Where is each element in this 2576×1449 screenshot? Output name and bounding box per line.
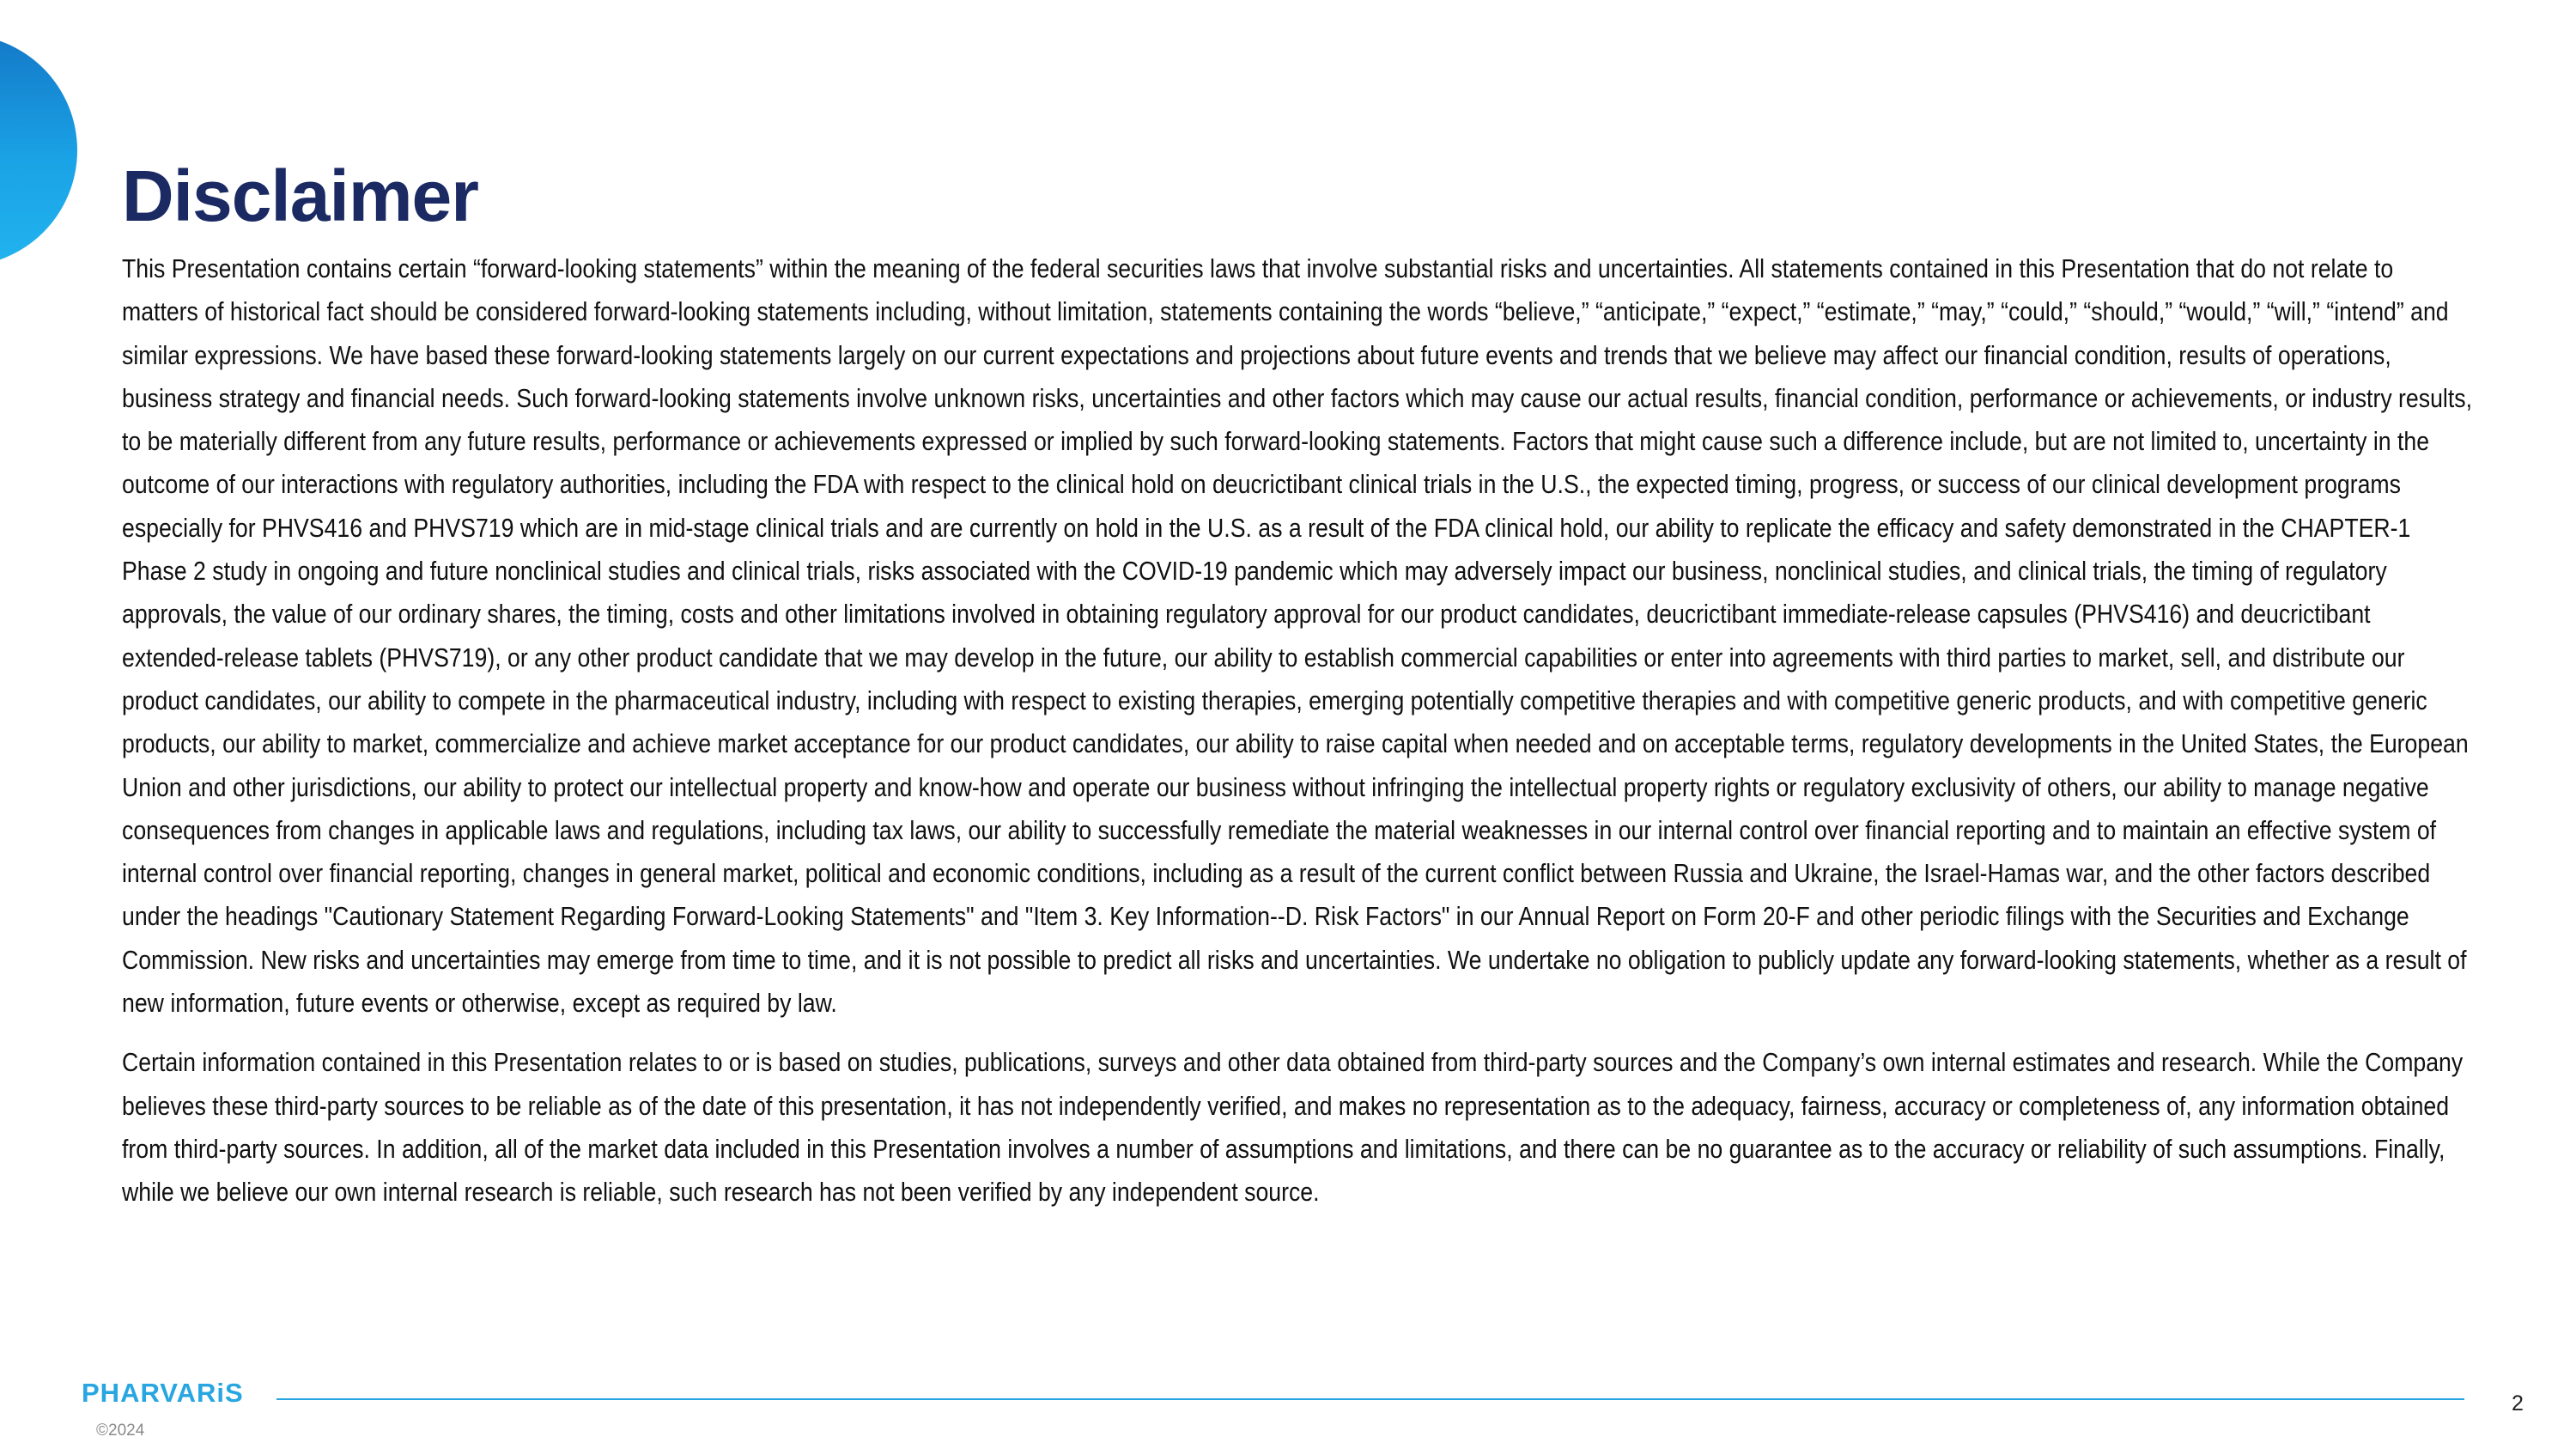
- disclaimer-paragraph-third-party-data: Certain information contained in this Presentation relates to or is based on studies, publications, surveys and other data obtained from third-party sources and the Company’s own internal estimates and research. While the Company believes these third-party sources to be reliable as of the date of this presentation, it has not independently verified, and makes no representation as to the adequacy, fairness, accuracy or completeness of, any information obtained from third-party sources. In addition, all of the market data included in this Presentation involves a number of assumptions and limitations, and there can be no guarantee as to the accuracy or reliability of such assumptions. Finally, while we believe our own internal research is reliable, such research has not been verified by any independent source.: [122, 1047, 2464, 1208]
- corner-decoration: [0, 34, 77, 266]
- footer-divider: [276, 1398, 2464, 1400]
- page-title: Disclaimer: [122, 155, 478, 237]
- page-number: 2: [2512, 1391, 2524, 1416]
- copyright-text: ©2024: [96, 1422, 145, 1440]
- disclaimer-paragraph-forward-looking: This Presentation contains certain “forward-looking statements” within the meaning of the federal securities laws that involve substantial risks and uncertainties. All statements contained in this Presentation that do not relate to matters of historical fact should be considered forward-looking statements including, without limitation, statements containing the words “believe,” “anticipate,” “expect,” “estimate,” “may,” “could,” “should,” “would,” “will,” “intend” and similar expressions. We have based these forward-looking statements largely on our current expectations and projections about future events and trends that we believe may affect our financial condition, results of operations, business strategy and financial needs. Such forward-looking statements involve unknown risks, uncertainties and other factors which may cause our actual results, financial condition, performance or achievements, or industry results, to be materially different from any future results, performance or achievements expressed or implied by such forward-looking statements. Factors that might cause such a difference include, but are not limited to, uncertainty in the outcome of our interactions with regulatory authorities, including the FDA with respect to the clinical hold on deucrictibant clinical trials in the U.S., the expected timing, progress, or success of our clinical development programs especially for PHVS416 and PHVS719 which are in mid-stage clinical trials and are currently on hold in the U.S. as a result of the FDA clinical hold, our ability to replicate the efficacy and safety demonstrated in the CHAPTER-1 Phase 2 study in ongoing and future nonclinical studies and clinical trials, risks associated with the COVID-19 pandemic which may adversely impact our business, nonclinical studies, and clinical trials, the timing of regulatory approvals, the value of our ordinary shares, the timing, costs and other limitations involved in obtaining regulatory approval for our product candidates, deucrictibant immediate-release capsules (PHVS416) and deucrictibant extended-release tablets (PHVS719), or any other product candidate that we may develop in the future, our ability to establish commercial capabilities or enter into agreements with third parties to market, sell, and distribute our product candidates, our ability to compete in the pharmaceutical industry, including with respect to existing therapies, emerging potentially competitive therapies and with competitive generic products, and with competitive generic products, our ability to market, commercialize and achieve market acceptance for our product candidates, our ability to raise capital when needed and on acceptable terms, regulatory developments in the United States, the European Union and other jurisdictions, our ability to protect our intellectual property and know-how and operate our business without infringing the intellectual property rights or regulatory exclusivity of others, our ability to manage negative consequences from changes in applicable laws and regulations, including tax laws, our ability to successfully remediate the material weaknesses in our internal control over financial reporting and to maintain an effective system of internal control over financial reporting, changes in general market, political and economic conditions, including as a result of the current conflict between Russia and Ukraine, the Israel-Hamas war, and the other factors described under the headings "Cautionary Statement Regarding Forward-Looking Statements" and "Item 3. Key Information--D. Risk Factors" in our Annual Report on Form 20-F and other periodic filings with the Securities and Exchange Commission. New risks and uncertainties may emerge from time to time, and it is not possible to predict all risks and uncertainties. We undertake no obligation to publicly update any forward-looking statements, whether as a result of new information, future events or otherwise, except as required by law.: [122, 253, 2472, 1019]
- company-logo: PHARVARiS: [82, 1378, 244, 1408]
- disclaimer-body: [122, 247, 2472, 1231]
